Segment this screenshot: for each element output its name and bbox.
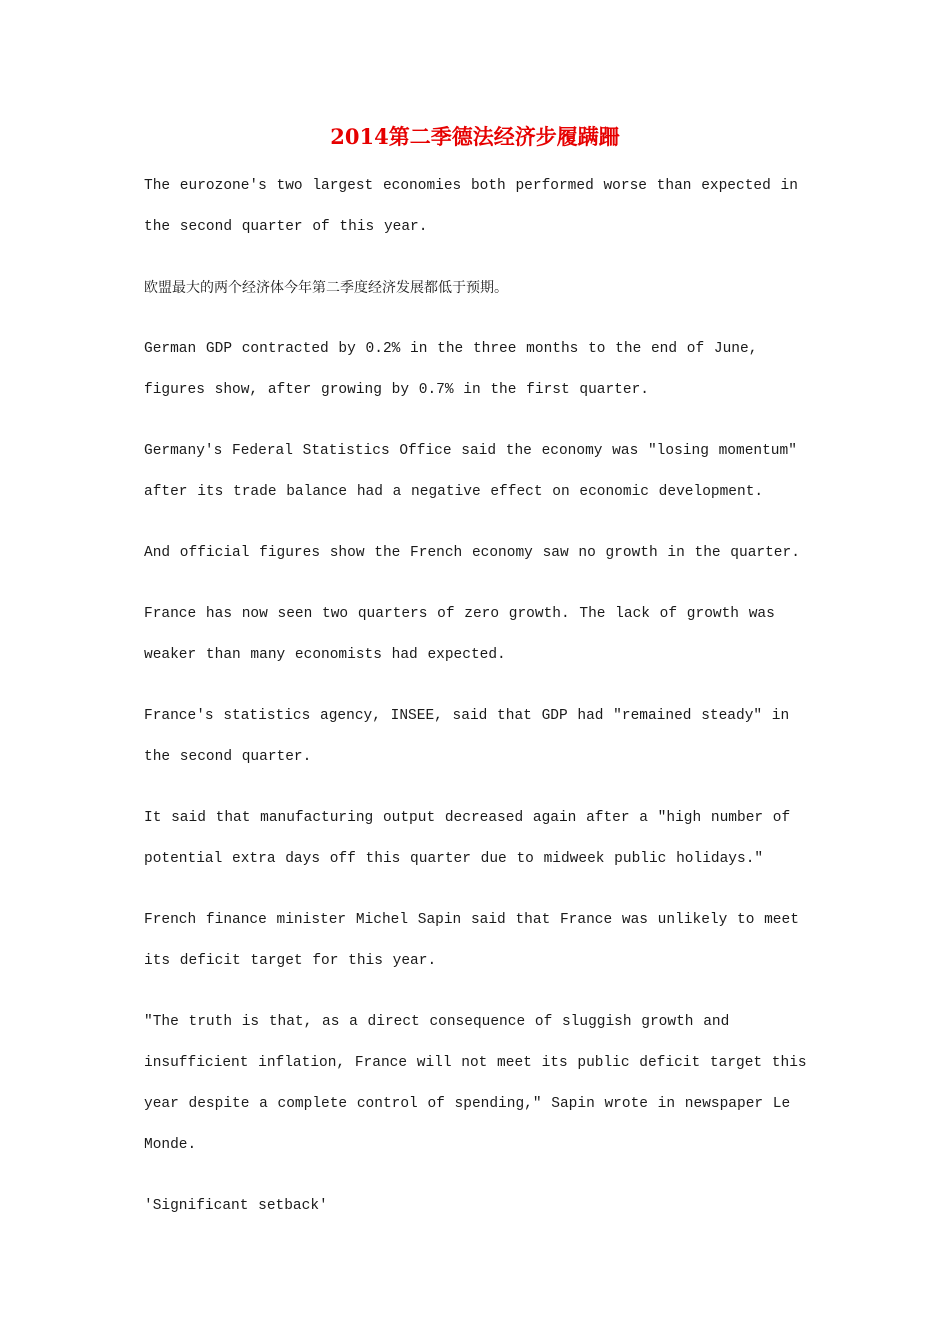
paragraph: France's statistics agency, INSEE, said that GDP had "remained steady" in the second quarter. — [144, 708, 790, 765]
document-title: 2014第二季德法经济步履蹒跚 — [330, 124, 620, 149]
paragraph: It said that manufacturing output decreased again after a "high number of potential extra days off this quarter due to midweek public holidays." — [144, 810, 791, 867]
paragraph: Germany's Federal Statistics Office said the economy was "losing momentum" after its trade balance had a negative effect on economic development. — [144, 443, 797, 500]
section-subheading: 'Significant setback' — [144, 1198, 328, 1214]
paragraph-chinese: 欧盟最大的两个经济体今年第二季度经济发展都低于预期。 — [144, 280, 508, 296]
paragraph: And official figures show the French economy saw no growth in the quarter. — [144, 545, 800, 561]
paragraph: "The truth is that, as a direct consequence of sluggish growth and insufficient inflation, France will not meet its public deficit target this year despite a complete control of spending," Sapin wrote in newspaper Le Monde. — [144, 1014, 807, 1153]
paragraph: France has now seen two quarters of zero growth. The lack of growth was weaker than many economists had expected. — [144, 606, 775, 663]
paragraph: German GDP contracted by 0.2% in the three months to the end of June, figures show, after growing by 0.7% in the first quarter. — [144, 341, 758, 398]
document-body — [144, 166, 814, 1247]
paragraph: French finance minister Michel Sapin said that France was unlikely to meet its deficit target for this year. — [144, 912, 799, 969]
paragraph: The eurozone's two largest economies both performed worse than expected in the second quarter of this year. — [144, 178, 798, 235]
